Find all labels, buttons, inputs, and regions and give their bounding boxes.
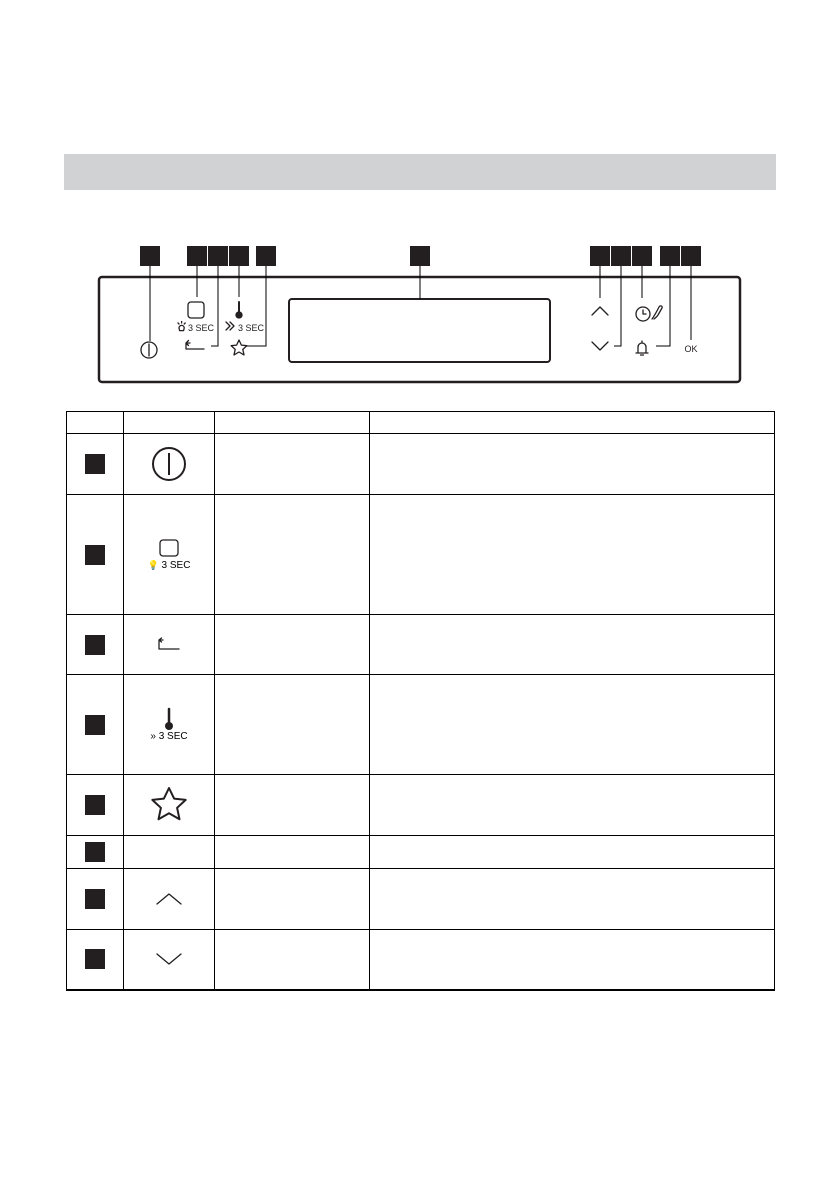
row-marker bbox=[85, 949, 105, 969]
row-icon-cell bbox=[124, 869, 215, 930]
row-icon-cell bbox=[124, 775, 215, 836]
back-arrow-icon bbox=[154, 637, 184, 653]
row-function bbox=[215, 495, 370, 615]
row-marker bbox=[85, 545, 105, 565]
chevron-down-icon bbox=[592, 342, 608, 350]
star-icon bbox=[149, 785, 189, 825]
fast-heat-label-row: » 3 SEC bbox=[150, 731, 188, 742]
marker-10 bbox=[660, 246, 680, 266]
row-function bbox=[215, 930, 370, 990]
controls-table-wrap bbox=[66, 411, 774, 991]
thermometer-icon bbox=[236, 302, 242, 318]
table-row bbox=[67, 775, 775, 836]
marker-3 bbox=[208, 246, 228, 266]
table-header-row bbox=[67, 412, 775, 434]
row-marker bbox=[85, 842, 105, 862]
table-row bbox=[67, 615, 775, 675]
marker-9 bbox=[632, 246, 652, 266]
fast-heat-icon: » bbox=[150, 731, 156, 742]
row-description bbox=[370, 675, 775, 775]
row-description bbox=[370, 836, 775, 869]
marker-7 bbox=[590, 246, 610, 266]
row-icon-cell bbox=[124, 495, 215, 615]
marker-4 bbox=[229, 246, 249, 266]
light-button-icon bbox=[147, 539, 191, 557]
row-icon-cell bbox=[124, 836, 215, 869]
row-function bbox=[215, 675, 370, 775]
row-number-cell bbox=[67, 836, 124, 869]
table-row bbox=[67, 434, 775, 495]
header-function bbox=[215, 412, 370, 434]
row-icon-cell bbox=[124, 434, 215, 495]
bulb-icon: 💡 bbox=[147, 560, 159, 571]
row-function bbox=[215, 615, 370, 675]
fast-heat-hold-label: 3 SEC bbox=[238, 323, 265, 333]
light-hold-label: 3 SEC bbox=[188, 323, 215, 333]
fast-heat-icon bbox=[226, 322, 234, 330]
chevron-up-icon bbox=[592, 307, 608, 315]
controls-table bbox=[66, 411, 775, 991]
row-marker bbox=[85, 715, 105, 735]
marker-1 bbox=[140, 246, 160, 266]
table-row bbox=[67, 836, 775, 869]
chevron-up-icon bbox=[154, 891, 184, 907]
row-number-cell bbox=[67, 775, 124, 836]
row-number-cell bbox=[67, 615, 124, 675]
row-number-cell bbox=[67, 434, 124, 495]
back-arrow-icon bbox=[186, 341, 204, 350]
header-description bbox=[370, 412, 775, 434]
row-marker bbox=[85, 635, 105, 655]
table-row bbox=[67, 675, 775, 775]
table-row bbox=[67, 495, 775, 615]
row-number-cell bbox=[67, 930, 124, 990]
row-number-cell bbox=[67, 675, 124, 775]
table-row bbox=[67, 930, 775, 990]
row-description bbox=[370, 930, 775, 990]
marker-8 bbox=[611, 246, 631, 266]
row-marker bbox=[85, 795, 105, 815]
row-description bbox=[370, 869, 775, 930]
row-description bbox=[370, 615, 775, 675]
light-hold-label-row: 💡 3 SEC bbox=[147, 559, 191, 571]
row-function bbox=[215, 836, 370, 869]
row-description bbox=[370, 495, 775, 615]
control-panel-diagram bbox=[0, 0, 840, 400]
power-icon bbox=[141, 342, 157, 358]
thermometer-icon bbox=[159, 707, 179, 731]
row-function bbox=[215, 869, 370, 930]
ok-label: OK bbox=[684, 344, 698, 354]
marker-2 bbox=[187, 246, 207, 266]
chevron-down-icon bbox=[154, 951, 184, 967]
row-function bbox=[215, 775, 370, 836]
row-marker bbox=[85, 889, 105, 909]
row-function bbox=[215, 434, 370, 495]
star-icon bbox=[231, 340, 247, 355]
row-icon-cell bbox=[124, 930, 215, 990]
display-window bbox=[289, 299, 550, 362]
row-number-cell bbox=[67, 495, 124, 615]
header-sensor-field bbox=[124, 412, 215, 434]
row-number-cell bbox=[67, 869, 124, 930]
row-icon-cell bbox=[124, 675, 215, 775]
table-row bbox=[67, 869, 775, 930]
marker-11 bbox=[681, 246, 701, 266]
clock-functions-icon bbox=[636, 306, 662, 321]
power-icon bbox=[149, 444, 189, 484]
row-description bbox=[370, 775, 775, 836]
row-description bbox=[370, 434, 775, 495]
header-number bbox=[67, 412, 124, 434]
row-icon-cell bbox=[124, 615, 215, 675]
marker-5 bbox=[256, 246, 276, 266]
marker-6 bbox=[410, 246, 430, 266]
bell-icon bbox=[636, 341, 648, 355]
row-marker bbox=[85, 454, 105, 474]
